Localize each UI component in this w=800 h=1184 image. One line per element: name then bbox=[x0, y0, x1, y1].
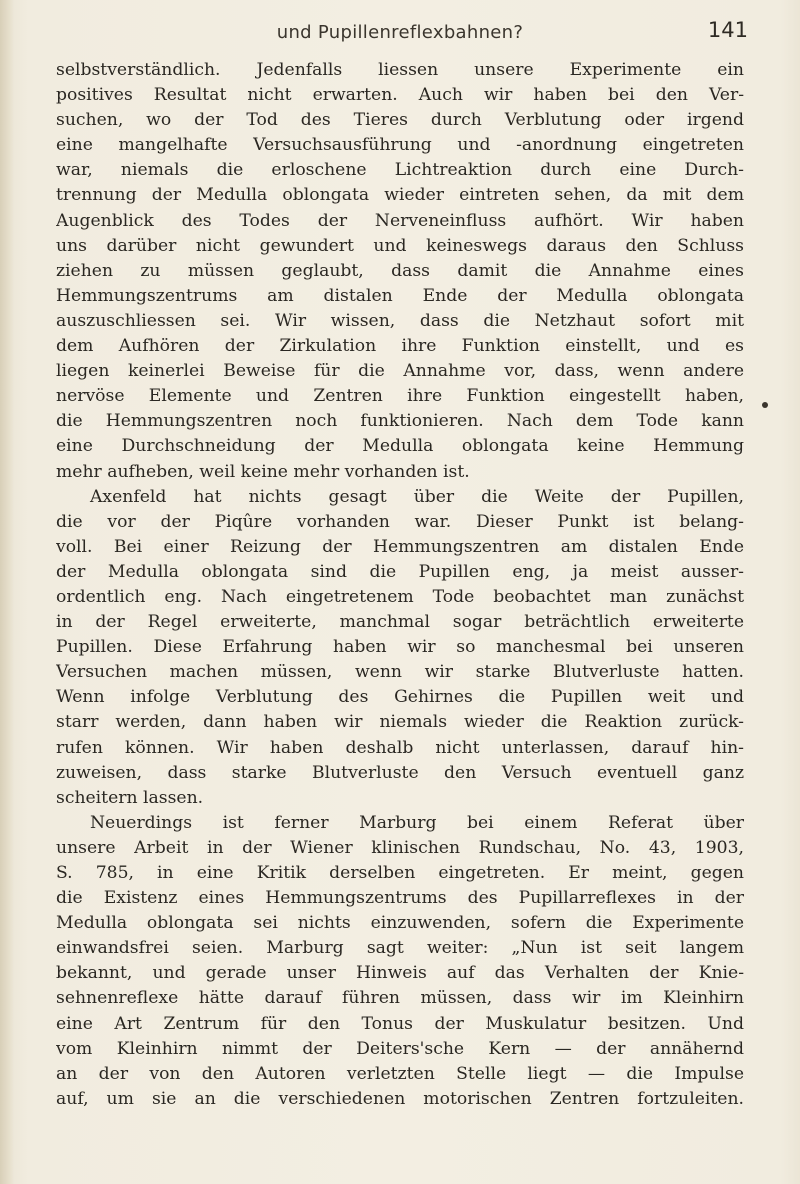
text-line: eine Durchschneidung der Medulla oblongata keine Hemmung bbox=[56, 436, 744, 457]
text-line: Wenn infolge Verblutung des Gehirnes die Pupillen weit und bbox=[56, 687, 744, 708]
text-line: Neuerdings ist ferner Marburg bei einem Referat über bbox=[90, 812, 744, 833]
text-line: war, niemals die erloschene Lichtreaktion durch eine Durch- bbox=[56, 160, 744, 181]
text-line: scheitern lassen. bbox=[56, 787, 204, 808]
running-head-title: und Pupillenreflexbahnen? bbox=[276, 22, 524, 43]
text-line: dem Aufhören der Zirkulation ihre Funktion einstellt, und es bbox=[56, 336, 744, 357]
text-line: eine Art Zentrum für den Tonus der Muskulatur besitzen. Und bbox=[56, 1013, 744, 1034]
text-line: die Hemmungszentren noch funktionieren. Nach dem Tode kann bbox=[56, 411, 744, 432]
text-line: ordentlich eng. Nach eingetretenem Tode beobachtet man zunächst bbox=[56, 586, 744, 607]
text-line: suchen, wo der Tod des Tieres durch Verblutung oder irgend bbox=[56, 110, 744, 131]
text-line: Versuchen machen müssen, wenn wir starke Blutverluste hatten. bbox=[56, 662, 744, 683]
body-text bbox=[56, 58, 744, 1112]
text-line: die Existenz eines Hemmungszentrums des Pupillarreflexes in der bbox=[56, 888, 744, 909]
text-line: Axenfeld hat nichts gesagt über die Weite der Pupillen, bbox=[90, 486, 744, 507]
text-line: in der Regel erweiterte, manchmal sogar beträchtlich erweiterte bbox=[56, 612, 744, 633]
text-line: Medulla oblongata sei nichts einzuwenden, sofern die Experimente bbox=[56, 913, 744, 934]
text-line: an der von den Autoren verletzten Stelle liegt — die Impulse bbox=[56, 1063, 744, 1084]
text-line: S. 785, in eine Kritik derselben eingetreten. Er meint, gegen bbox=[56, 863, 744, 883]
page-binding-shadow bbox=[0, 0, 14, 1184]
text-line: Hemmungszentrums am distalen Ende der Medulla oblongata bbox=[56, 285, 744, 306]
text-line: auf, um sie an die verschiedenen motorischen Zentren fortzuleiten. bbox=[56, 1088, 744, 1109]
text-line: uns darüber nicht gewundert und keineswegs daraus den Schluss bbox=[56, 235, 744, 256]
text-line: der Medulla oblongata sind die Pupillen eng, ja meist ausser- bbox=[56, 561, 744, 582]
text-line: liegen keinerlei Beweise für die Annahme vor, dass, wenn andere bbox=[56, 361, 744, 382]
text-line: vom Kleinhirn nimmt der Deiters'sche Kern — der annähernd bbox=[56, 1038, 744, 1059]
text-line: eine mangelhafte Versuchsausführung und -anordnung eingetreten bbox=[56, 135, 744, 156]
text-line: trennung der Medulla oblongata wieder eintreten sehen, da mit dem bbox=[56, 185, 744, 206]
text-line: selbstverständlich. Jedenfalls liessen unsere Experimente ein bbox=[56, 60, 744, 80]
text-line: Pupillen. Diese Erfahrung haben wir so manchesmal bei unseren bbox=[56, 637, 744, 658]
text-line: nervöse Elemente und Zentren ihre Funktion eingestellt haben, bbox=[56, 386, 744, 407]
text-line: ziehen zu müssen geglaubt, dass damit die Annahme eines bbox=[56, 260, 744, 281]
text-line: einwandsfrei seien. Marburg sagt weiter: „Nun ist seit langem bbox=[56, 938, 744, 959]
text-line: auszuschliessen sei. Wir wissen, dass die Netzhaut sofort mit bbox=[56, 310, 744, 331]
text-line: unsere Arbeit in der Wiener klinischen Rundschau, No. 43, 1903, bbox=[56, 837, 744, 858]
running-head bbox=[0, 18, 800, 50]
page-number: 141 bbox=[707, 18, 748, 42]
margin-dot-mark bbox=[762, 402, 768, 408]
text-line: rufen können. Wir haben deshalb nicht unterlassen, darauf hin- bbox=[56, 737, 744, 758]
text-line: zuweisen, dass starke Blutverluste den Versuch eventuell ganz bbox=[56, 762, 744, 783]
text-line: sehnenreflexe hätte darauf führen müssen, dass wir im Kleinhirn bbox=[56, 988, 744, 1009]
text-line: die vor der Piqûre vorhanden war. Dieser Punkt ist belang- bbox=[56, 511, 744, 532]
text-line: positives Resultat nicht erwarten. Auch wir haben bei den Ver- bbox=[56, 85, 744, 106]
text-line: voll. Bei einer Reizung der Hemmungszentren am distalen Ende bbox=[56, 536, 744, 557]
text-line: mehr aufheben, weil keine mehr vorhanden ist. bbox=[56, 461, 470, 482]
text-line: bekannt, und gerade unser Hinweis auf das Verhalten der Knie- bbox=[56, 963, 744, 984]
text-line: Augenblick des Todes der Nerveneinfluss aufhört. Wir haben bbox=[56, 210, 744, 231]
text-line: starr werden, dann haben wir niemals wieder die Reaktion zurück- bbox=[56, 712, 744, 733]
